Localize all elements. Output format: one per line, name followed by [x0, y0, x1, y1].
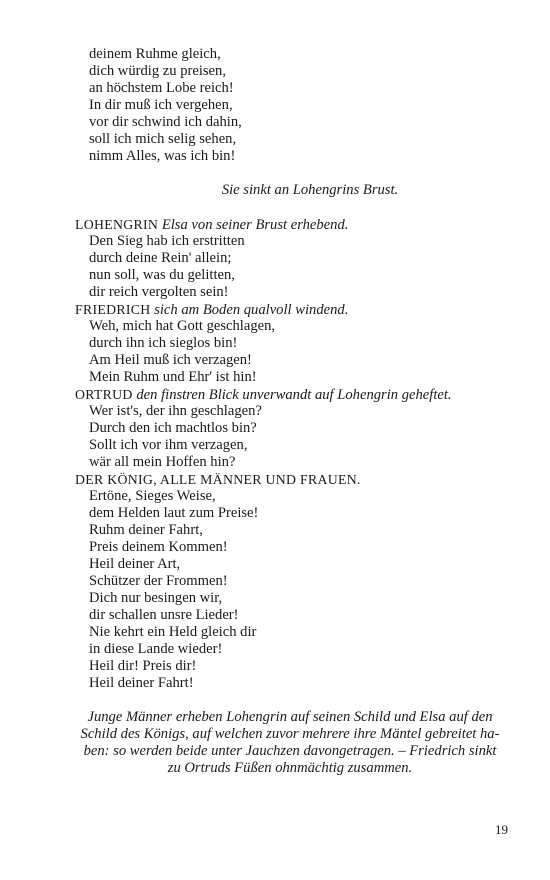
- speaker-name: FRIEDRICH: [75, 302, 151, 317]
- verse-line: dich würdig zu preisen,: [89, 63, 226, 79]
- spacer: [75, 199, 505, 216]
- page-number: 19: [495, 822, 508, 837]
- verse-line: Durch den ich machtlos bin?: [89, 420, 257, 436]
- speaker-heading: [75, 216, 505, 233]
- verse-line: durch deine Rein' allein;: [89, 250, 232, 266]
- verse-line: in diese Lande wieder!: [89, 641, 223, 657]
- verse-line: deinem Ruhme gleich,: [89, 46, 221, 62]
- direction-line: Schild des Königs, auf welchen zuvor mehrere ihre Mäntel gebreitet ha-: [80, 726, 500, 742]
- direction-line: ben: so werden beide unter Jauchzen davongetragen. – Friedrich sinkt: [83, 743, 497, 759]
- verse-line: Heil deiner Art,: [89, 556, 181, 572]
- libretto-text: [75, 46, 505, 777]
- speaker-direction: Elsa von seiner Brust erhebend.: [161, 217, 349, 233]
- direction-line: Junge Männer erheben Lohengrin auf seinen Schild und Elsa auf den: [87, 709, 493, 725]
- verse-line: wär all mein Hoffen hin?: [89, 454, 236, 470]
- verse-line: dem Helden laut zum Preise!: [89, 505, 259, 521]
- speaker-direction: sich am Boden qualvoll windend.: [154, 302, 349, 318]
- verse-line: dir schallen unsre Lieder!: [89, 607, 239, 623]
- spacer: [75, 692, 505, 709]
- verse-line: Preis deinem Kommen!: [89, 539, 228, 555]
- direction-line: zu Ortruds Füßen ohnmächtig zusammen.: [167, 760, 413, 776]
- verse-line: Dich nur besingen wir,: [89, 590, 223, 606]
- verse-line: nun soll, was du gelitten,: [89, 267, 235, 283]
- verse-line: Den Sieg hab ich erstritten: [89, 233, 245, 249]
- speaker-direction: den finstren Blick unverwandt auf Lohengrin geheftet.: [136, 387, 452, 403]
- speaker-heading: [75, 386, 505, 403]
- verse-line: Wer ist's, der ihn geschlagen?: [89, 403, 262, 419]
- verse-line: Heil deiner Fahrt!: [89, 675, 194, 691]
- verse-line: nimm Alles, was ich bin!: [89, 148, 236, 164]
- verse-line: Nie kehrt ein Held gleich dir: [89, 624, 257, 640]
- verse-line: In dir muß ich vergehen,: [89, 97, 233, 113]
- verse-line: Ruhm deiner Fahrt,: [89, 522, 203, 538]
- stage-direction: Sie sinkt an Lohengrins Brust.: [221, 182, 399, 198]
- verse-line: vor dir schwind ich dahin,: [89, 114, 242, 130]
- speaker-name: DER KÖNIG, ALLE MÄNNER UND FRAUEN.: [75, 472, 361, 487]
- verse-line: Sollt ich vor ihm verzagen,: [89, 437, 248, 453]
- speaker-heading: [75, 301, 505, 318]
- verse-line: durch ihn ich sieglos bin!: [89, 335, 238, 351]
- spacer: [75, 165, 505, 182]
- verse-line: Mein Ruhm und Ehr' ist hin!: [89, 369, 257, 385]
- verse-line: Am Heil muß ich verzagen!: [89, 352, 252, 368]
- verse-line: soll ich mich selig sehen,: [89, 131, 237, 147]
- speaker-name: ORTRUD: [75, 387, 133, 402]
- verse-line: dir reich vergolten sein!: [89, 284, 229, 300]
- verse-line: Schützer der Frommen!: [89, 573, 228, 589]
- verse-line: Heil dir! Preis dir!: [89, 658, 197, 674]
- speaker-name: LOHENGRIN: [75, 217, 159, 232]
- verse-line: Ertöne, Sieges Weise,: [89, 488, 216, 504]
- verse-line: Weh, mich hat Gott geschlagen,: [89, 318, 276, 334]
- final-stage-direction: [75, 709, 505, 777]
- speaker-heading: [75, 471, 505, 488]
- verse-line: an höchstem Lobe reich!: [89, 80, 234, 96]
